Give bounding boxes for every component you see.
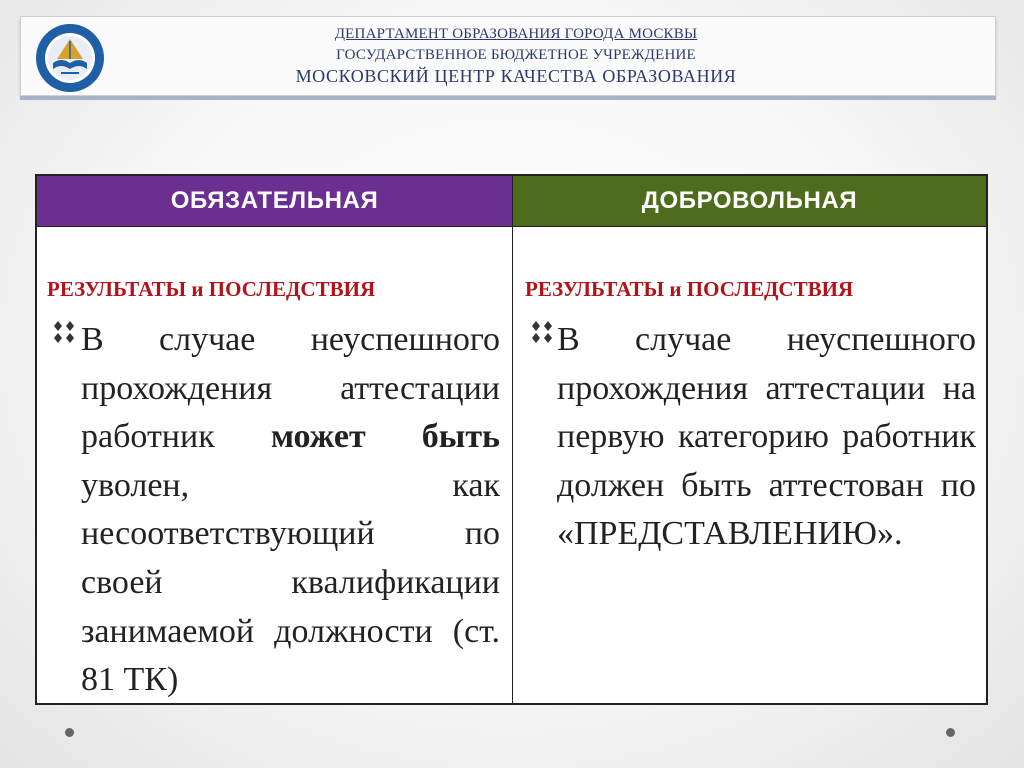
voluntary-column [513, 176, 986, 703]
mandatory-text [81, 316, 500, 705]
mandatory-text-part2: уволен, как несоответствующий по своей квалификации занимаемой должности (ст. 81 ТК) [81, 466, 500, 699]
and-word: и [191, 277, 204, 301]
institution-type: ГОСУДАРСТВЕННОЕ БЮДЖЕТНОЕ УЧРЕЖДЕНИЕ [336, 47, 696, 63]
mandatory-column [37, 176, 513, 703]
results-word: РЕЗУЛЬТАТЫ [525, 277, 665, 301]
comparison-table [35, 174, 988, 705]
results-word: РЕЗУЛЬТАТЫ [47, 277, 187, 301]
slide-dot-left [65, 728, 74, 737]
header-banner [20, 16, 996, 96]
diamond-bullet-icon [47, 318, 81, 352]
consequences-word: ПОСЛЕДСТВИЯ [208, 277, 376, 301]
center-name: МОСКОВСКИЙ ЦЕНТР КАЧЕСТВА ОБРАЗОВАНИЯ [295, 66, 737, 86]
mandatory-bullet-row [37, 316, 512, 705]
header-text [131, 24, 901, 87]
diamond-bullet-icon [525, 318, 559, 352]
consequences-word: ПОСЛЕДСТВИЯ [686, 277, 854, 301]
slide-dot-right [946, 728, 955, 737]
mandatory-results-heading [47, 277, 512, 302]
mandatory-text-bold: может быть [270, 418, 500, 456]
voluntary-bullet-row [513, 316, 986, 559]
voluntary-results-heading [525, 277, 986, 302]
mcko-logo-icon [35, 23, 105, 93]
mandatory-text-part1: В случае неуспешного прохождения аттестации работник [81, 321, 500, 456]
voluntary-header: ДОБРОВОЛЬНАЯ [513, 176, 986, 227]
header-underline [20, 96, 996, 100]
voluntary-text: В случае неуспешного прохождения аттестации на первую категорию работник должен быть аттестован по «ПРЕДСТАВЛЕНИЮ». [557, 321, 976, 553]
and-word: и [669, 277, 682, 301]
mandatory-header: ОБЯЗАТЕЛЬНАЯ [37, 176, 512, 227]
department-link[interactable]: ДЕПАРТАМЕНТ ОБРАЗОВАНИЯ ГОРОДА МОСКВЫ [334, 26, 698, 42]
